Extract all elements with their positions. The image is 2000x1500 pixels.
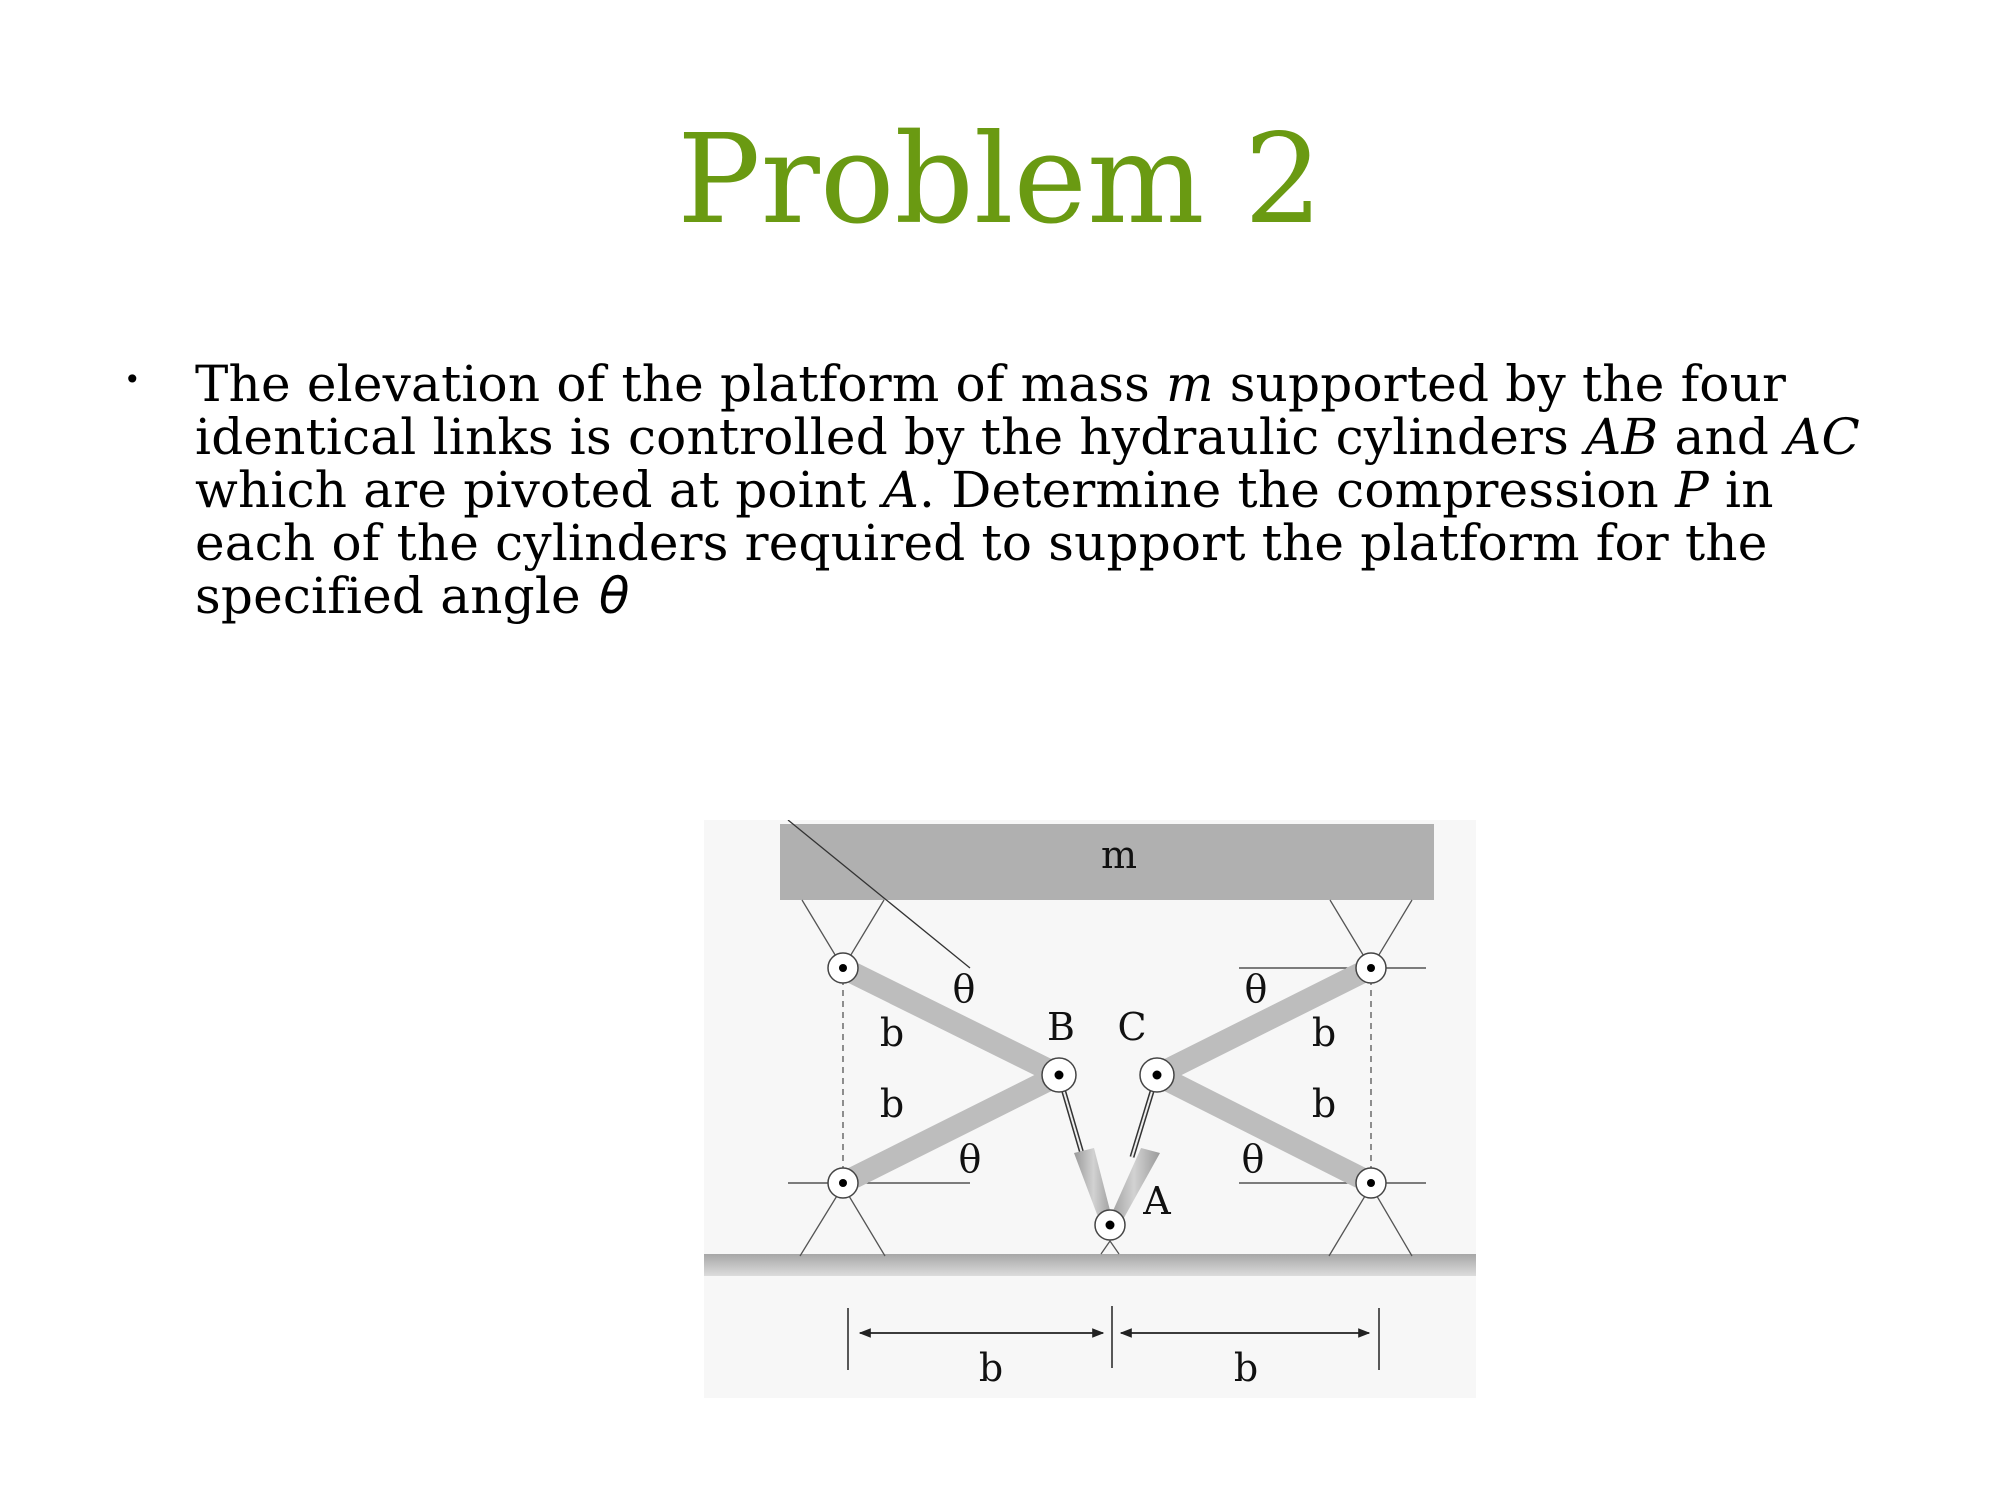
b-label-lower-left: b	[879, 1082, 905, 1126]
point-C-label: C	[1117, 1005, 1147, 1049]
statement-line-3: which are pivoted at point A. Determine the compression P in	[195, 461, 1774, 519]
ground	[704, 1254, 1476, 1276]
statement-line-2: identical links is controlled by the hydraulic cylinders AB and AC	[195, 408, 1860, 466]
slide-title: Problem 2	[677, 108, 1323, 252]
b-label-upper-left: b	[879, 1011, 905, 1055]
dimension-b-left: b	[978, 1346, 1004, 1390]
dimension-b-right: b	[1233, 1346, 1259, 1390]
point-A-label: A	[1143, 1179, 1171, 1223]
theta-label-lower-left: θ	[958, 1137, 982, 1181]
theta-label-lower-right: θ	[1241, 1137, 1265, 1181]
mass-label: m	[1100, 833, 1138, 877]
statement-line-4: each of the cylinders required to support the platform for the	[195, 514, 1768, 572]
point-B-label: B	[1047, 1005, 1075, 1049]
theta-label-upper-right: θ	[1244, 967, 1268, 1011]
platform-figure	[704, 820, 1476, 1398]
statement-line-5: specified angle θ	[195, 567, 630, 625]
statement-line-1: The elevation of the platform of mass m supported by the four	[195, 355, 1787, 413]
b-label-upper-right: b	[1311, 1011, 1337, 1055]
b-label-lower-right: b	[1311, 1082, 1337, 1126]
platform-diagram	[704, 820, 1476, 1398]
problem-statement	[195, 355, 1915, 625]
figure-background	[704, 820, 1476, 1398]
theta-label-upper-left: θ	[952, 967, 976, 1011]
bullet-marker: •	[124, 363, 141, 396]
